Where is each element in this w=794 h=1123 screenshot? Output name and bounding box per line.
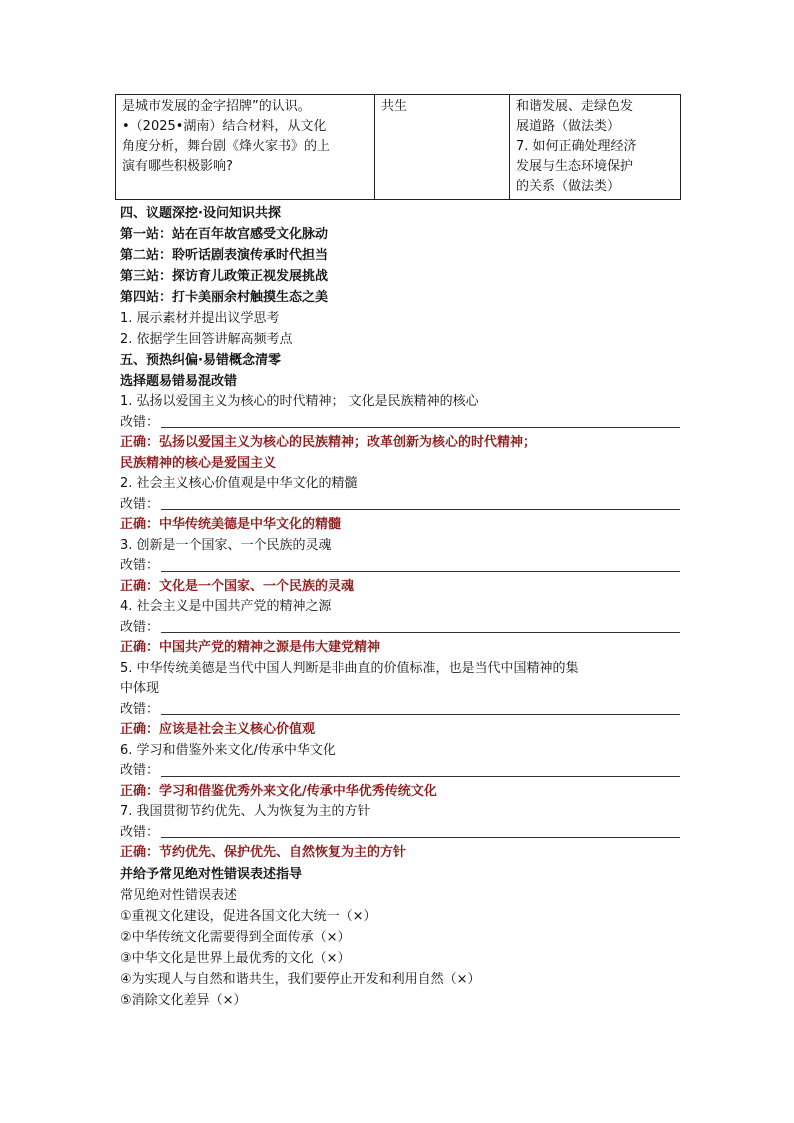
question-text: 4. 社会主义是中国共产党的精神之源: [120, 599, 332, 614]
table-cell-case: [116, 95, 375, 200]
correct-answer: 正确：应该是社会主义核心价值观: [120, 722, 316, 737]
correct-answer: 正确：文化是一个国家、一个民族的灵魂: [120, 578, 355, 594]
question-block: [120, 659, 680, 741]
answer-blank[interactable]: [161, 631, 680, 633]
section-heading: 四、议题深挖·设问知识共探: [120, 206, 281, 221]
error-line: [120, 556, 680, 577]
cell-line: 和谐发展、走绿色发: [516, 99, 634, 114]
question-text: 7. 我国贯彻节约优先、人为恢复为主的方针: [120, 804, 371, 819]
guide-heading: 并给予常见绝对性错误表述指导: [120, 866, 303, 882]
cell-line: 是城市发展的金字招牌”的认识。: [122, 99, 311, 114]
answer-blank[interactable]: [161, 570, 680, 572]
guide-item: ⑤消除文化差异（×）: [120, 992, 247, 1008]
error-label: 改错：: [120, 558, 160, 573]
guide-item: ①重视文化建设，促进各国文化大统一（×）: [120, 908, 377, 924]
sub-heading: 选择题易错易混改错: [120, 374, 238, 389]
correct-answer: 正确：中国共产党的精神之源是伟大建党精神: [120, 640, 381, 655]
cell-line: 的关系（做法类）: [516, 179, 621, 194]
answer-blank[interactable]: [161, 775, 680, 777]
question-block: [120, 474, 680, 536]
table-cell-topic: [375, 95, 510, 200]
station-item: 第二站：聆听话剧表演传承时代担当: [120, 248, 329, 263]
document-body: [120, 203, 680, 1011]
error-line: [120, 618, 680, 639]
guide-subheading: 常见绝对性错误表述: [120, 887, 238, 903]
step-item: 1. 展示素材并提出议学思考: [120, 311, 280, 326]
answer-blank[interactable]: [161, 508, 680, 510]
error-label: 改错：: [120, 496, 160, 512]
guide-item: ②中华传统文化需要得到全面传承（×）: [120, 929, 351, 945]
question-text: 中体现: [120, 681, 160, 696]
error-line: [120, 823, 680, 844]
station-item: 第四站：打卡美丽余村触摸生态之美: [120, 290, 329, 305]
correct-answer: 正确：中华传统美德是中华文化的精髓: [120, 517, 342, 532]
correct-answer: 正确：弘扬以爱国主义为核心的民族精神；改革创新为核心的时代精神；: [120, 435, 537, 450]
cell-line: 发展与生态环境保护: [516, 159, 634, 174]
guide-item: ③中华文化是世界上最优秀的文化（×）: [120, 950, 351, 966]
table-row: [116, 95, 681, 200]
correct-answer: 正确：节约优先、保护优先、自然恢复为主的方针: [120, 845, 407, 860]
question-text: 5. 中华传统美德是当代中国人判断是非曲直的价值标准，也是当代中国精神的集: [120, 660, 579, 676]
question-text: 3. 创新是一个国家、一个民族的灵魂: [120, 537, 332, 553]
station-item: 第三站：探访育儿政策正视发展挑战: [120, 269, 329, 284]
question-block: [120, 741, 680, 803]
question-text: 1. 弘扬以爱国主义为核心的时代精神； 文化是民族精神的核心: [120, 394, 479, 409]
cell-line: •（2025•湖南）结合材料，从文化: [122, 119, 327, 134]
cell-line: 角度分析，舞台剧《烽火家书》的上: [122, 139, 331, 154]
error-line: [120, 495, 680, 516]
question-block: [120, 597, 680, 659]
error-label: 改错：: [120, 414, 160, 430]
guide-item: ④为实现人与自然和谐共生，我们要停止开发和利用自然（×）: [120, 971, 481, 987]
cell-line: 共生: [381, 99, 408, 114]
question-text: 2. 社会主义核心价值观是中华文化的精髓: [120, 476, 358, 491]
correct-answer: 民族精神的核心是爱国主义: [120, 455, 277, 471]
table-cell-questions: [510, 95, 681, 200]
correct-answer: 正确：学习和借鉴优秀外来文化/传承中华优秀传统文化: [120, 783, 437, 799]
error-line: [120, 761, 680, 782]
answer-blank[interactable]: [161, 836, 680, 838]
question-block: [120, 536, 680, 598]
error-label: 改错：: [120, 619, 160, 635]
section-heading: 五、预热纠偏·易错概念清零: [120, 353, 281, 368]
cell-line: 展道路（做法类）: [516, 119, 621, 134]
question-text: 6. 学习和借鉴外来文化/传承中华文化: [120, 742, 336, 758]
answer-blank[interactable]: [161, 713, 680, 715]
question-block: [120, 802, 680, 864]
step-item: 2. 依据学生回答讲解高频考点: [120, 332, 293, 347]
answer-blank[interactable]: [161, 426, 680, 428]
error-line: [120, 413, 680, 434]
question-block: [120, 392, 680, 474]
error-label: 改错：: [120, 824, 160, 840]
station-item: 第一站：站在百年故宫感受文化脉动: [120, 227, 329, 242]
cell-line: 演有哪些积极影响?: [122, 159, 233, 174]
continued-table: [115, 94, 681, 200]
cell-line: 7. 如何正确处理经济: [516, 139, 637, 154]
error-label: 改错：: [120, 701, 160, 717]
error-line: [120, 700, 680, 721]
error-label: 改错：: [120, 763, 160, 778]
